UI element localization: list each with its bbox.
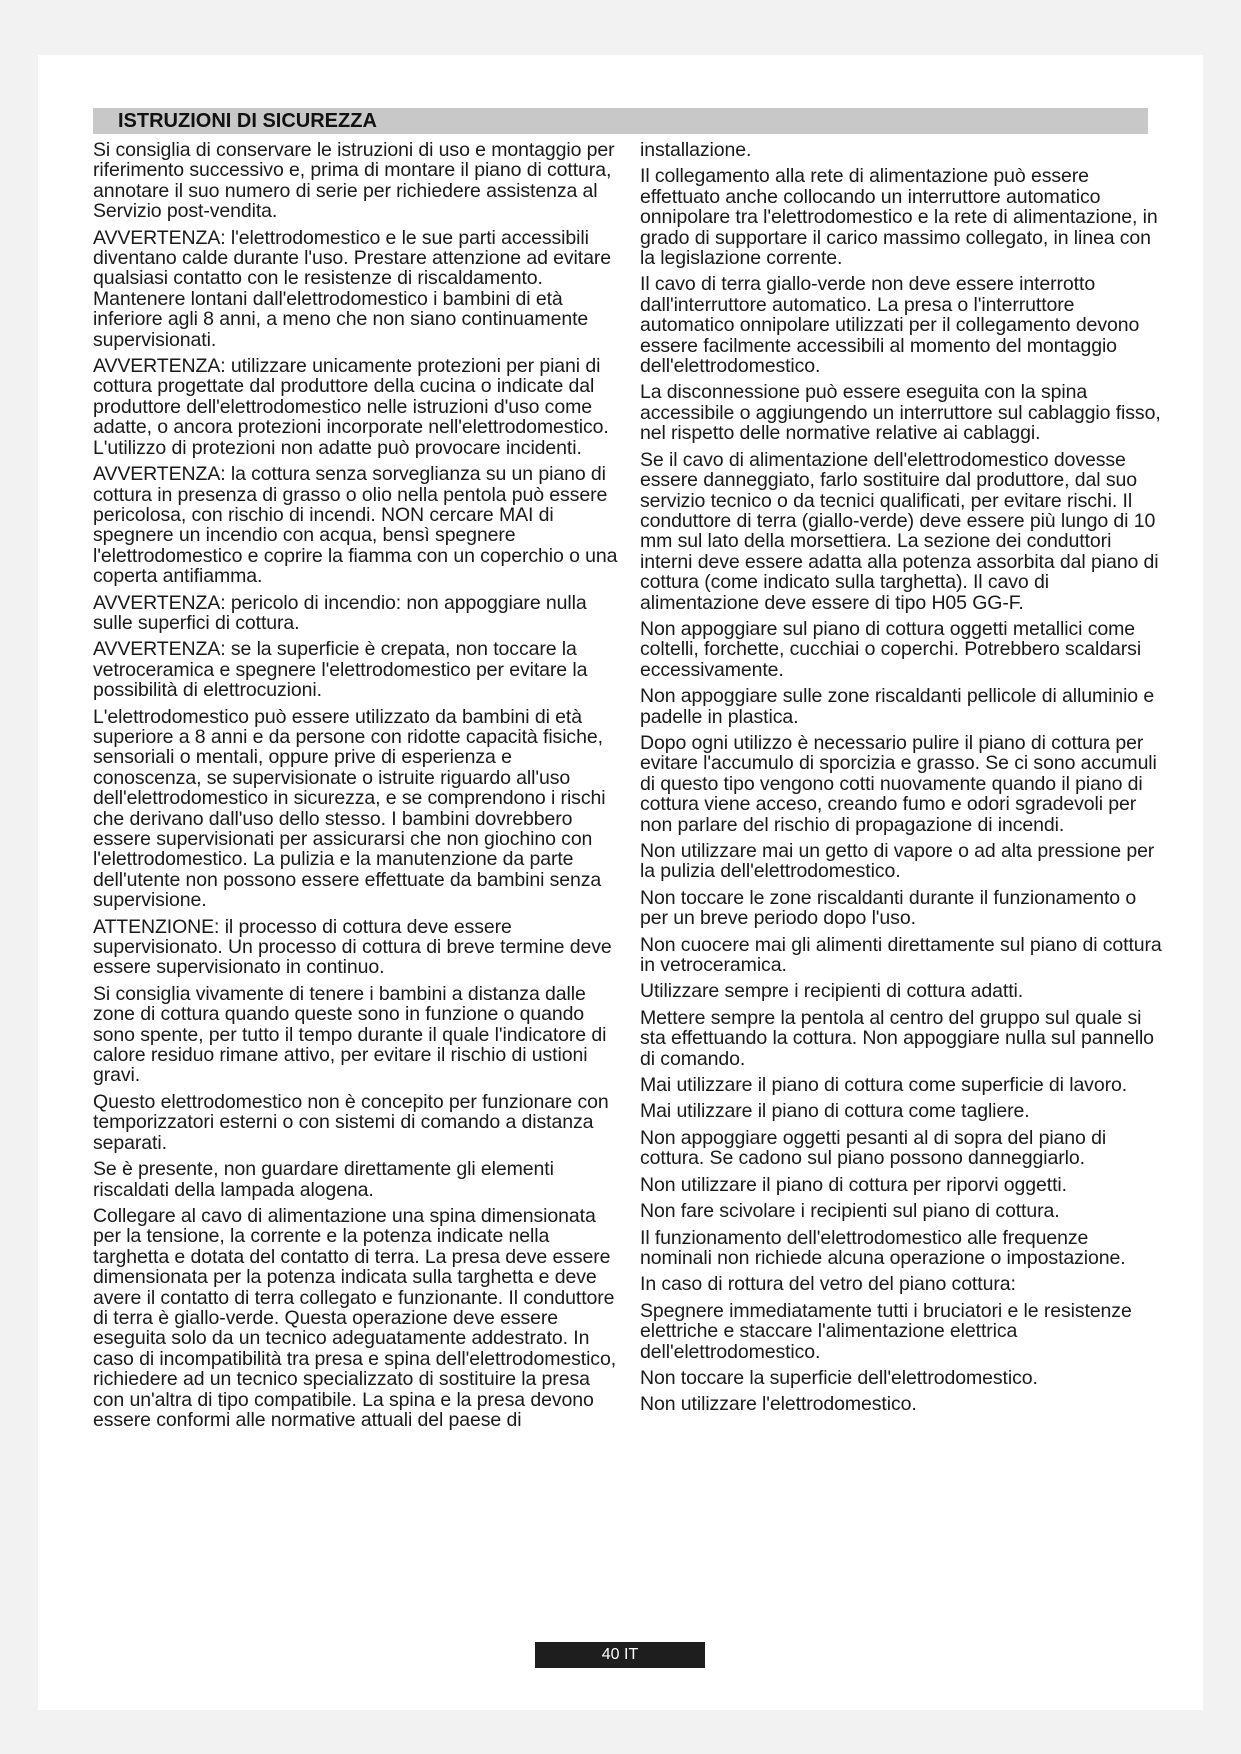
paragraph: Dopo ogni utilizzo è necessario pulire il piano di cottura per evitare l'accumulo di sporcizia e grasso. Se ci sono accumuli di questo tipo vengono cotti nuovamente quando il piano di cottura viene acceso, creando fumo e odori sgradevoli per non parlare del rischio di propagazione di incendi. bbox=[640, 731, 1157, 836]
right-text-column bbox=[640, 140, 1162, 1421]
paragraph: Non utilizzare mai un getto di vapore o ad alta pressione per la pulizia dell'elettrodomestico. bbox=[640, 840, 1155, 883]
paragraph: AVVERTENZA: pericolo di incendio: non appoggiare nulla sulle superfici di cottura. bbox=[93, 591, 587, 634]
paragraph: Non appoggiare sul piano di cottura oggetti metallici come coltelli, forchette, cucchiai o coperchi. Potrebbero scaldarsi eccessivamente. bbox=[640, 617, 1142, 681]
page-number-tab: 40 IT bbox=[535, 1642, 705, 1668]
paragraph: Non utilizzare l'elettrodomestico. bbox=[640, 1393, 917, 1416]
paragraph: Se è presente, non guardare direttamente gli elementi riscaldati della lampada alogena. bbox=[93, 1158, 554, 1201]
section-title: ISTRUZIONI DI SICUREZZA bbox=[118, 110, 377, 132]
paragraph: Il collegamento alla rete di alimentazione può essere effettuato anche collocando un interruttore automatico onnipolare tra l'elettrodomestico e la rete di alimentazione, in grado di supportare il carico massimo collegato, in linea con la legislazione corrente. bbox=[640, 165, 1158, 270]
paragraph: Questo elettrodomestico non è concepito per funzionare con temporizzatori esterni o con sistemi di comando a distanza separati. bbox=[93, 1090, 609, 1154]
paragraph: installazione. bbox=[640, 139, 752, 161]
paragraph: Spegnere immediatamente tutti i bruciatori e le resistenze elettriche e staccare l'alimentazione elettrica dell'elettrodomestico. bbox=[640, 1299, 1132, 1363]
paragraph: AVVERTENZA: se la superficie è crepata, non toccare la vetroceramica e spegnere l'elettrodomestico per evitare la possibilità di elettrocuzioni. bbox=[93, 638, 588, 702]
paragraph: Mai utilizzare il piano di cottura come superficie di lavoro. bbox=[640, 1074, 1128, 1097]
paragraph: AVVERTENZA: utilizzare unicamente protezioni per piani di cottura progettate dal produttore della cucina o indicate dal produttore dell'elettrodomestico nelle istruzioni d'uso come adatte, o ancora protezioni incorporate nell'elettrodomestico. L'utilizzo di protezioni non adatte può provocare incidenti. bbox=[93, 355, 609, 459]
paragraph: Se il cavo di alimentazione dell'elettrodomestico dovesse essere danneggiato, farlo sostituire dal produttore, dal suo servizio tecnico o da tecnici qualificati, per evitare rischi. Il conduttore di terra (giallo-verde) deve essere più lungo di 10 mm sul lato della morsettiera. La sezione dei conduttori interni deve essere adatta alla potenza assorbita dal piano di cottura (come indicato sulla targhetta). Il cavo di alimentazione deve essere di tipo H05 GG-F. bbox=[640, 448, 1159, 614]
paragraph: AVVERTENZA: la cottura senza sorveglianza su un piano di cottura in presenza di grasso o olio nella pentola può essere pericolosa, con rischio di incendi. NON cercare MAI di spegnere un incendio con acqua, bensì spegnere l'elettrodomestico e coprire la fiamma con un coperchio o una coperta antifiamma. bbox=[93, 463, 618, 588]
paragraph: ATTENZIONE: il processo di cottura deve essere supervisionato. Un processo di cottura di breve termine deve essere supervisionato in continuo. bbox=[93, 915, 612, 979]
paragraph: In caso di rottura del vetro del piano cottura: bbox=[640, 1273, 1016, 1296]
paragraph: Si consiglia vivamente di tenere i bambini a distanza dalle zone di cottura quando queste sono in funzione o quando sono spente, per tutto il tempo durante il quale l'indicatore di calore residuo rimane attivo, per evitare il rischio di ustioni gravi. bbox=[93, 982, 607, 1087]
paragraph: Non toccare le zone riscaldanti durante il funzionamento o per un breve periodo dopo l'uso. bbox=[640, 886, 1137, 930]
paragraph: Utilizzare sempre i recipienti di cottura adatti. bbox=[640, 980, 1024, 1003]
paragraph: Si consiglia di conservare le istruzioni di uso e montaggio per riferimento successivo e, prima di montare il piano di cottura, annotare il suo numero di serie per richiedere assistenza al Servizio post-vendita. bbox=[93, 139, 615, 223]
paragraph: Mai utilizzare il piano di cottura come tagliere. bbox=[640, 1100, 1030, 1123]
paragraph: Non cuocere mai gli alimenti direttamente sul piano di cottura in vetroceramica. bbox=[640, 933, 1162, 977]
paragraph: Il cavo di terra giallo-verde non deve essere interrotto dall'interruttore automatico. La presa o l'interruttore automatico onnipolare utilizzati per il collegamento devono essere facilmente accessibili al momento del montaggio dell'elettrodomestico. bbox=[640, 273, 1140, 378]
paragraph: Il funzionamento dell'elettrodomestico alle frequenze nominali non richiede alcuna operazione o impostazione. bbox=[640, 1226, 1126, 1269]
paragraph: Non fare scivolare i recipienti sul piano di cottura. bbox=[640, 1200, 1060, 1223]
paragraph: Non toccare la superficie dell'elettrodomestico. bbox=[640, 1366, 1038, 1389]
paragraph: Collegare al cavo di alimentazione una spina dimensionata per la tensione, la corrente e la potenza indicate nella targhetta e dotata del contatto di terra. La presa deve essere dimensionata per la potenza indicata sulla targhetta e deve avere il contatto di terra collegato e funzionante. Il conduttore di terra è giallo-verde. Questa operazione deve essere eseguita solo da un tecnico adeguatamente addestrato. In caso di incompatibilità tra presa e spina dell'elettrodomestico, richiedere ad un tecnico specializzato di sostituire la presa con un'altra di tipo compatibile. La spina e la presa devono essere conformi alle normative attuali del paese di bbox=[93, 1204, 617, 1431]
paragraph: L'elettrodomestico può essere utilizzato da bambini di età superiore a 8 anni e da persone con ridotte capacità fisiche, sensoriali o mentali, oppure prive di esperienza e conoscenza, se supervisionate o istruite riguardo all'uso dell'elettrodomestico in sicurezza, e se comprendono i rischi che derivano dall'uso dello stesso. I bambini dovrebbero essere supervisionati per assicurarsi che non giochino con l'elettrodomestico. La pulizia e la manutenzione da parte dell'utente non possono essere effettuate da bambini senza supervisione. bbox=[93, 705, 606, 912]
paragraph: AVVERTENZA: l'elettrodomestico e le sue parti accessibili diventano calde durante l'uso. Prestare attenzione ad evitare qualsiasi contatto con le resistenze di riscaldamento. Mantenere lontani dall'elettrodomestico i bambini di età inferiore agli 8 anni, a meno che non siano continuamente supervisionati. bbox=[93, 226, 611, 351]
paragraph: La disconnessione può essere eseguita con la spina accessibile o aggiungendo un interruttore sul cablaggio fisso, nel rispetto delle normative relative ai cablaggi. bbox=[640, 381, 1161, 445]
paragraph: Non utilizzare il piano di cottura per riporvi oggetti. bbox=[640, 1173, 1067, 1196]
paragraph: Non appoggiare oggetti pesanti al di sopra del piano di cottura. Se cadono sul piano possono danneggiarlo. bbox=[640, 1126, 1107, 1170]
section-header-bar bbox=[93, 108, 1148, 134]
paragraph: Mettere sempre la pentola al centro del gruppo sul quale si sta effettuando la cottura. Non appoggiare nulla sul pannello di comando. bbox=[640, 1006, 1154, 1070]
left-text-column bbox=[93, 140, 621, 1436]
paragraph: Non appoggiare sulle zone riscaldanti pellicole di alluminio e padelle in plastica. bbox=[640, 685, 1155, 728]
